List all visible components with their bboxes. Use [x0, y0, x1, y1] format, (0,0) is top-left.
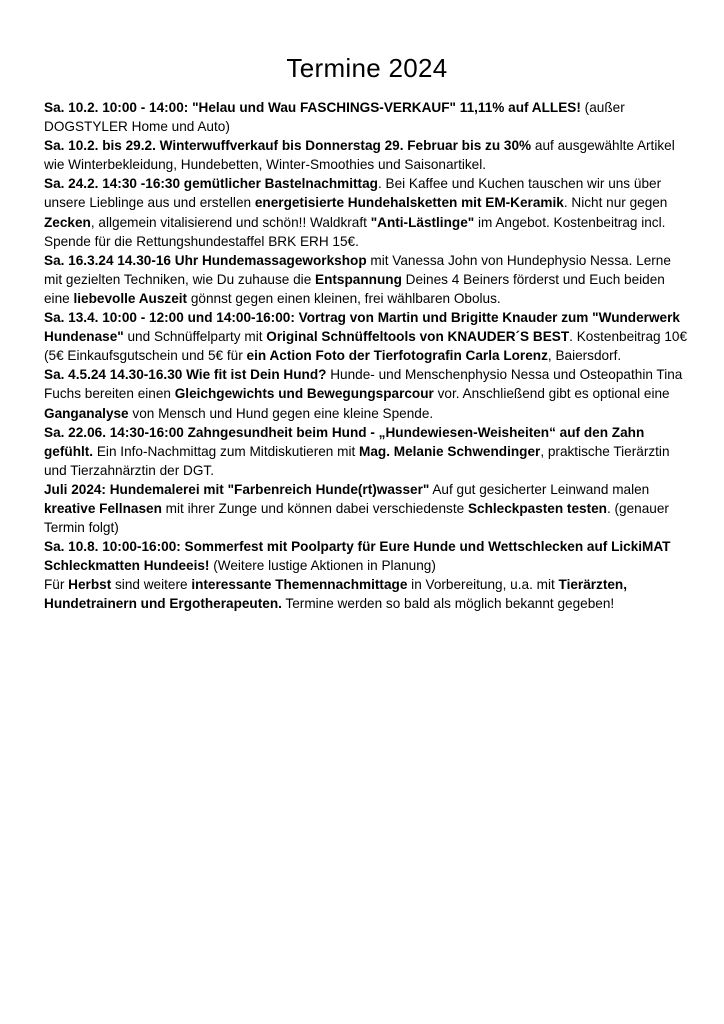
event-text: in Vorbereitung, u.a. mit: [407, 577, 559, 593]
event-text-bold: Zecken: [44, 214, 91, 230]
event-text-bold: Sa. 24.2. 14:30 -16:30 gemütlicher Bastelnachmittag: [44, 176, 378, 192]
event-entry: [44, 423, 690, 480]
event-entry: [44, 575, 690, 613]
event-text: sind weitere: [111, 577, 192, 593]
event-text: . Nicht nur gegen: [563, 195, 668, 211]
event-text: mit Vanessa John von Hundephysio Nessa. Lerne mit gezielten Techniken, wie Du zuhause die: [44, 252, 671, 287]
event-entry: [44, 480, 690, 537]
event-text: Hunde- und Menschenphysio Nessa und Osteopathin Tina Fuchs bereiten einen: [44, 367, 683, 402]
event-text-bold: liebevolle Auszeit: [73, 290, 188, 306]
event-entry: [44, 308, 690, 365]
event-text-bold: kreative Fellnasen: [44, 500, 162, 516]
event-entry: [44, 251, 690, 308]
event-entry: [44, 365, 690, 422]
event-text: Für: [44, 577, 69, 593]
event-text-bold: Original Schnüffeltools von KNAUDER´S BEST: [266, 329, 570, 345]
event-text-bold: Sa. 10.2. 10:00 - 14:00: "Helau und Wau FASCHINGS-VERKAUF" 11,11% auf ALLES!: [44, 100, 581, 115]
event-text-bold: Ganganalyse: [44, 405, 129, 421]
event-text: im Angebot. Kostenbeitrag incl. Spende für die Rettungshundestaffel BRK ERH 15€.: [44, 214, 666, 249]
event-text-bold: interessante Themennachmittage: [191, 577, 408, 593]
event-text-bold: Sa. 4.5.24 14.30-16.30 Wie fit ist Dein Hund?: [44, 367, 327, 383]
event-text: Termine werden so bald als möglich bekannt gegeben!: [281, 596, 615, 612]
event-text-bold: energetisierte Hundehalsketten mit EM-Keramik: [254, 195, 564, 211]
event-text-bold: Mag. Melanie Schwendinger: [359, 443, 541, 459]
event-text-bold: Juli 2024: Hundemalerei mit "Farbenreich Hunde(rt)wasser": [44, 481, 430, 497]
event-text-bold: ein Action Foto der Tierfotografin Carla Lorenz: [246, 348, 548, 364]
event-text: . Bei Kaffee und Kuchen tauschen wir uns über unsere Lieblinge aus und erstellen: [44, 176, 662, 211]
event-entry: [44, 136, 690, 174]
event-text: vor. Anschließend gibt es optional eine: [433, 386, 670, 402]
event-text-bold: Sa. 10.8. 10:00-16:00: Sommerfest mit Poolparty für Eure Hunde und Wettschlecken auf LickiMAT Schleckmatten Hundeeis!: [44, 539, 671, 574]
event-text: von Mensch und Hund gegen eine kleine Spende.: [128, 405, 434, 421]
event-text: . Kostenbeitrag 10€ (5€ Einkaufsgutschein und 5€ für: [44, 329, 688, 364]
event-text: gönnst gegen einen kleinen, frei wählbaren Obolus.: [187, 290, 501, 306]
event-entry: [44, 537, 690, 575]
event-text-bold: Sa. 16.3.24 14.30-16 Uhr Hundemassageworkshop: [44, 252, 367, 268]
event-text: (Weitere lustige Aktionen in Planung): [209, 558, 436, 574]
event-text: Ein Info-Nachmittag zum Mitdiskutieren mit: [93, 443, 360, 459]
event-text: , Baiersdorf.: [547, 348, 622, 364]
event-text: und Schnüffelparty mit: [123, 329, 267, 345]
event-text-bold: Sa. 13.4. 10:00 - 12:00 und 14:00-16:00: Vortrag von Martin und Brigitte Knauder zum "Wunderwerk Hundenase": [44, 310, 680, 345]
event-text-bold: Schleckpasten testen: [467, 500, 607, 516]
event-text: , allgemein vitalisierend und schön!! Waldkraft: [90, 214, 371, 230]
event-entry: [44, 98, 690, 136]
event-text: (außer DOGSTYLER Home und Auto): [44, 100, 625, 135]
page-title: Termine 2024: [286, 53, 448, 83]
event-text-bold: Gleichgewichts und Bewegungsparcour: [174, 386, 434, 402]
event-text: Auf gut gesicherter Leinwand malen: [429, 481, 650, 497]
event-text-bold: Herbst: [68, 577, 112, 593]
event-text: mit ihrer Zunge und können dabei verschiedenste: [161, 500, 468, 516]
event-text: auf ausgewählte Artikel wie Winterbekleidung, Hundebetten, Winter-Smoothies und Saisonartikel.: [44, 138, 675, 173]
event-text-bold: Entspannung: [315, 271, 402, 287]
event-text-bold: "Anti-Lästlinge": [370, 214, 475, 230]
event-text: . (genauer Termin folgt): [44, 500, 669, 536]
event-text-bold: Tierärzten, Hundetrainern und Ergotherapeuten.: [44, 577, 628, 612]
event-list: [44, 98, 690, 614]
event-text: , praktische Tierärztin und Tierzahnärztin der DGT.: [44, 443, 670, 478]
event-text-bold: Sa. 22.06. 14:30-16:00 Zahngesundheit beim Hund - „Hundewiesen-Weisheiten“ auf den Zahn gefühlt.: [44, 424, 645, 459]
event-text: Deines 4 Beiners förderst und Euch beiden eine: [44, 271, 665, 306]
event-entry: [44, 174, 690, 250]
event-text-bold: Sa. 10.2. bis 29.2. Winterwuffverkauf bis Donnerstag 29. Februar bis zu 30%: [44, 138, 532, 154]
